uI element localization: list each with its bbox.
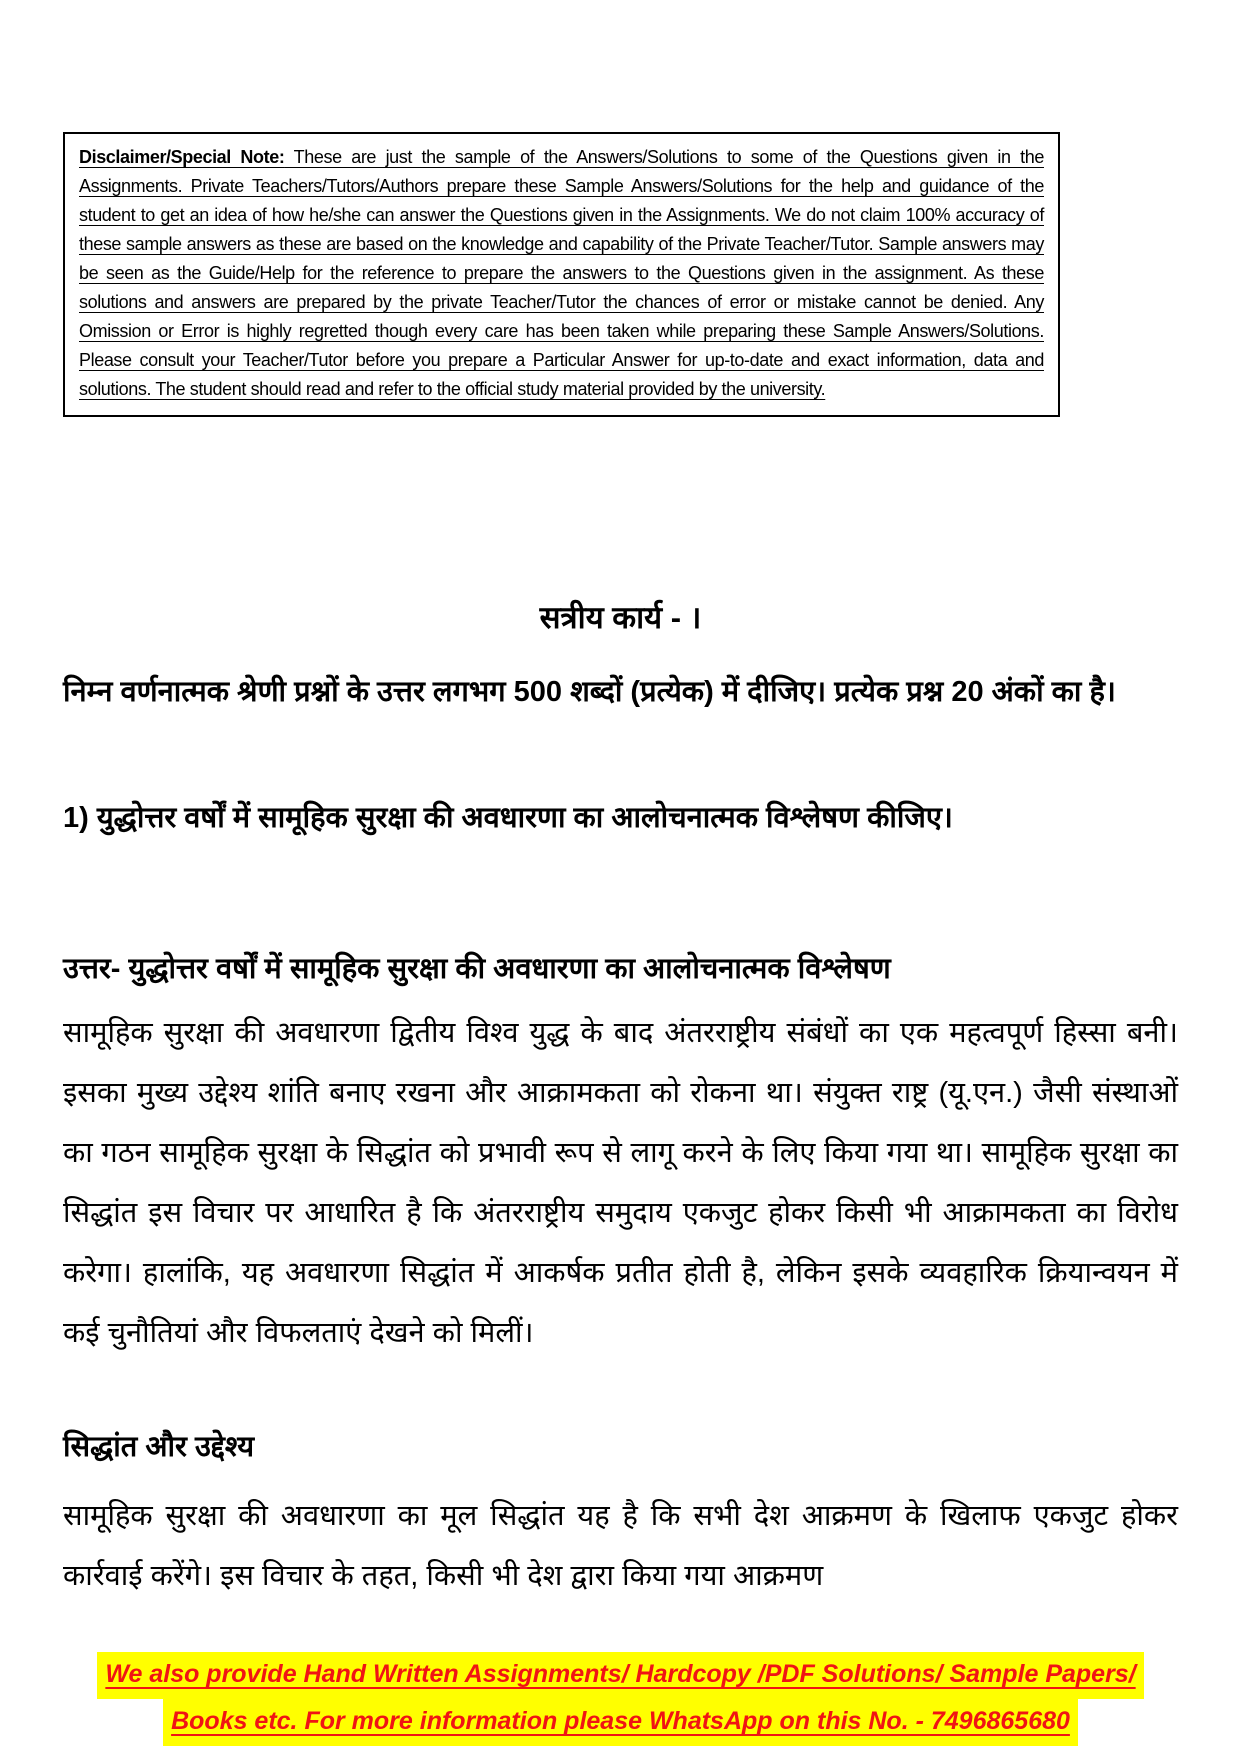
question-1: 1) युद्धोत्तर वर्षों में सामूहिक सुरक्षा की अवधारणा का आलोचनात्मक विश्लेषण कीजिए। [63, 802, 953, 834]
disclaimer-text: These are just the sample of the Answers/Solutions to some of the Questions given in the Assignments. Private Teachers/Tutors/Authors prepare these Sample Answers/Solutions for the help and guidance of the student to get an idea of how he/she can answer the Questions given in the Assignments. We do not claim 100% accuracy of these sample answers as these are based on the knowledge and capability of the Private Teacher/Tutor. Sample answers may be seen as the Guide/Help for the reference to prepare the answers to the Questions given in the assignment. As these solutions and answers are prepared by the private Teacher/Tutor the chances of error or mistake cannot be denied. Any Omission or Error is highly regretted though every care has been taken while preparing these Sample Answers/Solutions. Please consult your Teacher/Tutor before you prepare a Particular Answer for up-to-date and exact information, data and solutions. The student should read and refer to the official study material provided by the university. [79, 147, 1044, 399]
assignment-title: सत्रीय कार्य - । [539, 600, 702, 635]
promo-line-2: Books etc. For more information please WhatsApp on this No. - 7496865680 [163, 1699, 1078, 1746]
promo-line-1-wrap [0, 1652, 1241, 1699]
section-heading: सिद्धांत और उद्देश्य [63, 1431, 255, 1463]
body-paragraph-2: सामूहिक सुरक्षा की अवधारणा का मूल सिद्धांत यह है कि सभी देश आक्रमण के खिलाफ एकजुट होकर कार्रवाई करेंगे। इस विचार के तहत, किसी भी देश द्वारा किया गया आक्रमण [63, 1500, 1178, 1592]
promo-banner [0, 1652, 1241, 1746]
promo-line-1: We also provide Hand Written Assignments/ Hardcopy /PDF Solutions/ Sample Papers/ [97, 1652, 1143, 1699]
answer-heading: उत्तर- युद्धोत्तर वर्षों में सामूहिक सुरक्षा की अवधारणा का आलोचनात्मक विश्लेषण [63, 953, 891, 985]
disclaimer-label: Disclaimer/Special Note: [79, 147, 285, 167]
promo-line-2-wrap [0, 1699, 1241, 1746]
disclaimer-box [63, 132, 1060, 417]
body-paragraph-1: सामूहिक सुरक्षा की अवधारणा द्वितीय विश्व युद्ध के बाद अंतरराष्ट्रीय संबंधों का एक महत्वपूर्ण हिस्सा बनी। इसका मुख्य उद्देश्य शांति बनाए रखना और आक्रामकता को रोकना था। संयुक्त राष्ट्र (यू.एन.) जैसी संस्थाओं का गठन सामूहिक सुरक्षा के सिद्धांत को प्रभावी रूप से लागू करने के लिए किया गया था। सामूहिक सुरक्षा का सिद्धांत इस विचार पर आधारित है कि अंतरराष्ट्रीय समुदाय एकजुट होकर किसी भी आक्रामकता का विरोध करेगा। हालांकि, यह अवधारणा सिद्धांत में आकर्षक प्रतीत होती है, लेकिन इसके व्यवहारिक क्रियान्वयन में कई चुनौतियां और विफलताएं देखने को मिलीं। [63, 1017, 1178, 1349]
assignment-instructions: निम्न वर्णनात्मक श्रेणी प्रश्नों के उत्तर लगभग 500 शब्दों (प्रत्येक) में दीजिए। प्रत्येक प्रश्न 20 अंकों का है। [63, 676, 1116, 708]
disclaimer-paragraph [79, 143, 1044, 404]
